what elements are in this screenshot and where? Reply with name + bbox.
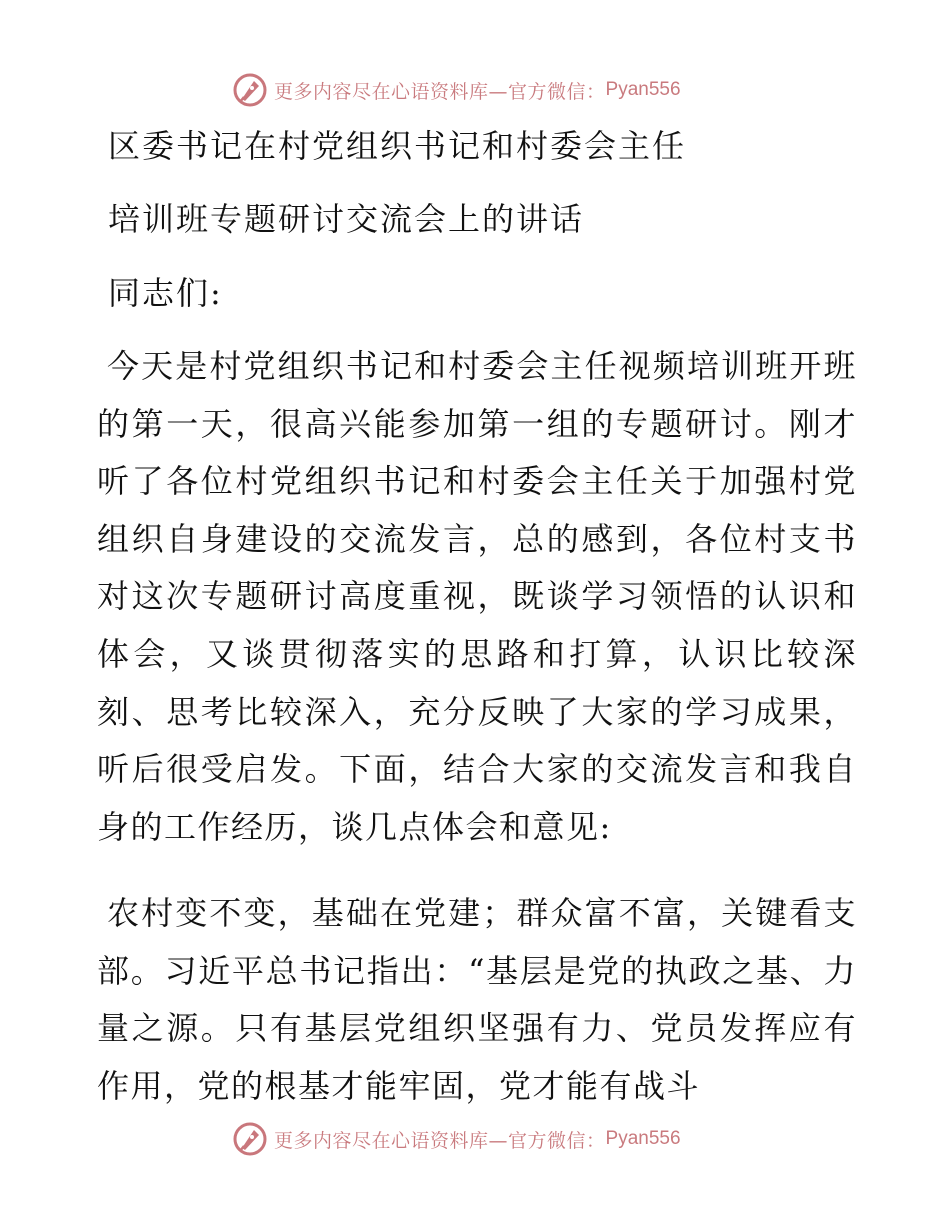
watermark-text: 更多内容尽在心语资料库—官方微信： [274,80,606,103]
watermark-text: 更多内容尽在心语资料库—官方微信： [274,1129,606,1152]
body-paragraph-2: 农村变不变，基础在党建；群众富不富，关键看支部。习近平总书记指出：“基层是党的执政之基、力量之源。只有基层党组织坚强有力、党员发挥应有作用，党的根基才能牢固，党才能有战斗 [97,894,857,1105]
pen-nib-logo-icon [232,72,268,108]
salutation: 同志们: [108,274,223,312]
pen-nib-logo-icon [232,1121,268,1157]
document-title-line-2: 培训班专题研讨交流会上的讲话 [108,200,585,238]
watermark-wechat-id: Pyan556 [605,79,681,100]
document-title-line-1: 区委书记在村党组织书记和村委会主任 [108,127,687,165]
body-paragraph-1: 今天是村党组织书记和村委会主任视频培训班开班的第一天，很高兴能参加第一组的专题研讨。刚才听了各位村党组织书记和村委会主任关于加强村党组织自身建设的交流发言，总的感到，各位村支书对这次专题研讨高度重视，既谈学习领悟的认识和体会，又谈贯彻落实的思路和打算，认识比较深刻、思考比较深入，充分反映了大家的学习成果，听后很受启发。下面，结合大家的交流发言和我自身的工作经历，谈几点体会和意见: [97,347,857,846]
watermark-wechat-id: Pyan556 [605,1128,681,1149]
watermark-banner-top [232,72,681,108]
watermark-banner-bottom [232,1121,681,1157]
